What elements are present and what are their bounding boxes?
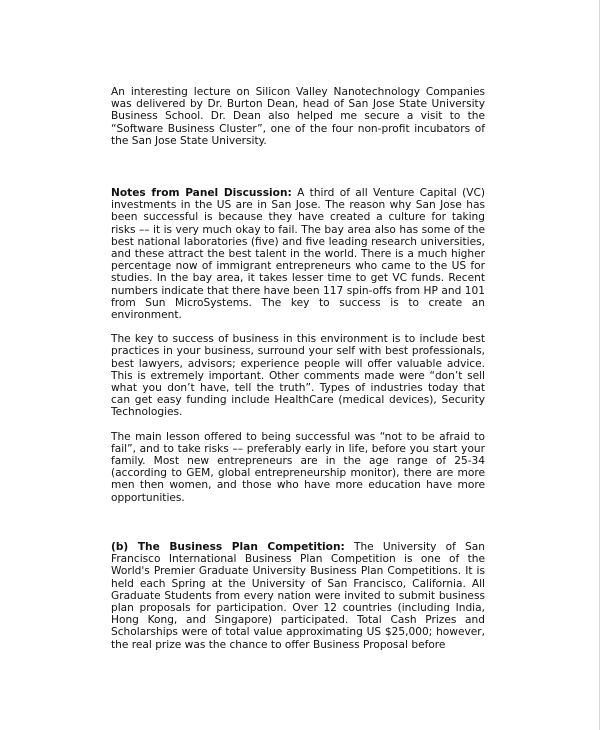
lesson-paragraph: The main lesson offered to being successful was “not to be afraid to fail”, and to take risks –– preferably early in life, before you start your family. Most new entrepreneurs are in the age range of 25-34 (according to GEM, global entrepreneurship monitor), there are more men then women, and those who have more education have more opportunities. [111, 430, 485, 504]
panel-discussion-paragraph [111, 187, 485, 321]
intro-paragraph: An interesting lecture on Silicon Valley Nanotechnology Companies was delivered by Dr. Burton Dean, head of San Jose State University Business School. Dr. Dean also helped me secure a visit to the “Software Business Cluster”, one of the four non-profit incubators of the San Jose State University. [111, 86, 485, 147]
competition-paragraph [111, 541, 485, 651]
success-paragraph: The key to success of business in this environment is to include best practices in your business, surround your self with best professionals, best lawyers, advisors; experience people will offer valuable advice. This is extremely important. Other comments made were “don’t sell what you don’t have, tell the truth”. Types of industries today that can get easy funding include HealthCare (medical devices), Security Technologies. [111, 333, 485, 419]
panel-discussion-heading: Notes from Panel Discussion: [111, 187, 292, 200]
document-body [111, 86, 485, 651]
panel-discussion-text: A third of all Venture Capital (VC) investments in the US are in San Jose. The reason why San Jose has been successful is because they have created a culture for taking risks –– it is very much okay to fail. The bay area also has some of the best national laboratories (five) and five leading research universities, and these attract the best talent in the world. There is a much higher percentage now of immigrant entrepreneurs who came to the US for studies. In the bay area, it takes lesser time to get VC funds. Recent numbers indicate that there have been 117 spin-offs from HP and 101 from Sun MicroSystems. The key to success is to create an environment. [111, 187, 485, 322]
competition-text: The University of San Francisco International Business Plan Competition is one of the World's Premier Graduate University Business Plan Competitions. It is held each Spring at the University of San Francisco, California. All Graduate Students from every nation were invited to submit business plan proposals for participation. Over 12 countries (including India, Hong Kong, and Singapore) participated. Total Cash Prizes and Scholarships were of total value approximating US $25,000; however, the real prize was the chance to offer Business Proposal before [111, 540, 485, 651]
competition-heading: (b) The Business Plan Competition: [111, 540, 345, 553]
